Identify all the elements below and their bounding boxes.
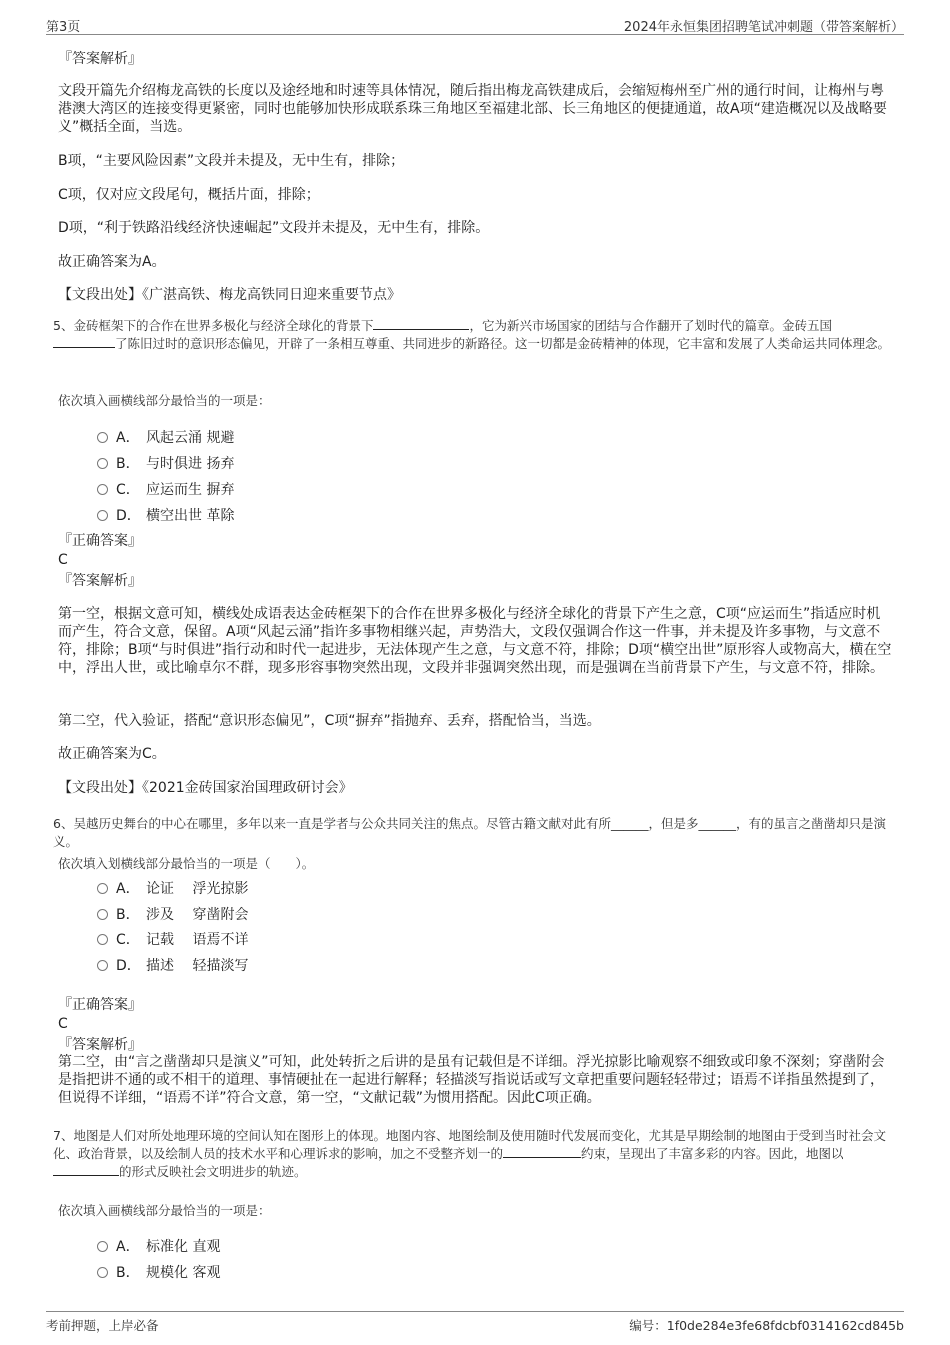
q4-analysis-p1: 文段开篇先介绍梅龙高铁的长度以及途经地和时速等具体情况，随后指出梅龙高铁建成后，会缩短梅州至广州的通行时间，让梅州与粤港澳大湾区的连接变得更紧密，同时也能够加快形成联系珠三角地区至福建北部、长三角地区的便捷通道，故A项“建造概况以及战略要义”概括全面，当选。 bbox=[58, 83, 887, 135]
q5-analysis-p2: 第二空，代入验证，搭配“意识形态偏见”，C项“摒弃”指抛弃、丢弃，搭配恰当，当选。 bbox=[58, 713, 601, 729]
q4-analysis-label: 『答案解析』 bbox=[58, 51, 142, 67]
q6-option-a[interactable]: A． 论证 浮光掠影 bbox=[97, 878, 248, 898]
q4-analysis-p4: D项，“利于铁路沿线经济快速崛起”文段并未提及，无中生有，排除。 bbox=[58, 220, 490, 236]
radio-icon[interactable] bbox=[97, 1267, 108, 1278]
blank-line bbox=[53, 335, 115, 348]
q6-prompt: 依次填入划横线部分最恰当的一项是（ ）。 bbox=[58, 856, 315, 871]
q4-source: 【文段出处】《广湛高铁、梅龙高铁同日迎来重要节点》 bbox=[58, 287, 401, 303]
footer-slogan: 考前押题，上岸必备 bbox=[46, 1318, 159, 1333]
q6-stem: 6、吴越历史舞台的中心在哪里，多年以来一直是学者与公众共同关注的焦点。尽管古籍文献对此有所______，但是多______，有的虽言之凿凿却只是演义。 bbox=[53, 816, 886, 849]
q7-option-b[interactable]: B． 规模化 客观 bbox=[97, 1262, 220, 1282]
q4-analysis-p2: B项，“主要风险因素”文段并未提及，无中生有，排除； bbox=[58, 153, 405, 169]
q5-source: 【文段出处】《2021金砖国家治国理政研讨会》 bbox=[58, 780, 353, 796]
q5-option-a[interactable]: A． 风起云涌 规避 bbox=[97, 427, 234, 447]
q6-analysis-p1: 第二空，由“言之凿凿却只是演义”可知，此处转折之后讲的是虽有记载但是不详细。浮光掠影比喻观察不细致或印象不深刻；穿凿附会是指把讲不通的或不相干的道理、事情硬扯在一起进行解释；轻描淡写指说话或写文章把重要问题轻轻带过；语焉不详指虽然提到了，但说得不详细，“语焉不详”符合文意，第一空，“文献记载”为惯用搭配。因此C项正确。 bbox=[58, 1054, 885, 1106]
q7-stem: 7、地图是人们对所处地理环境的空间认知在图形上的体现。地图内容、地图绘制及使用随时代发展而变化，尤其是早期绘制的地图由于受到当时社会文化、政治背景，以及绘制人员的技术水平和心理诉求的影响，加之不受整齐划一的 约束，呈现出了丰富多彩的内容。因此，地图以的形式反映社会文明进步的轨迹。 bbox=[53, 1128, 886, 1179]
radio-icon[interactable] bbox=[97, 510, 108, 521]
q6-option-d[interactable]: D． 描述 轻描淡写 bbox=[97, 955, 248, 975]
q6-correct-label: 『正确答案』 bbox=[58, 997, 142, 1013]
q7-prompt: 依次填入画横线部分最恰当的一项是： bbox=[58, 1203, 271, 1218]
radio-icon[interactable] bbox=[97, 458, 108, 469]
blank-line bbox=[53, 1163, 119, 1176]
page-number: 第3页 bbox=[46, 20, 81, 35]
document-code: 编号：1f0de284e3fe68fdcbf0314162cd845b bbox=[629, 1318, 904, 1333]
radio-icon[interactable] bbox=[97, 934, 108, 945]
radio-icon[interactable] bbox=[97, 432, 108, 443]
blank-line bbox=[373, 317, 469, 330]
page-header bbox=[46, 14, 904, 35]
q5-option-d[interactable]: D． 横空出世 革除 bbox=[97, 505, 234, 525]
q5-option-c[interactable]: C． 应运而生 摒弃 bbox=[97, 479, 234, 499]
q6-option-b[interactable]: B． 涉及 穿凿附会 bbox=[97, 904, 248, 924]
radio-icon[interactable] bbox=[97, 883, 108, 894]
q7-option-a[interactable]: A． 标准化 直观 bbox=[97, 1236, 220, 1256]
q5-analysis-label: 『答案解析』 bbox=[58, 573, 142, 589]
q5-correct-label: 『正确答案』 bbox=[58, 533, 142, 549]
blank-line bbox=[503, 1145, 581, 1158]
q6-analysis-label: 『答案解析』 bbox=[58, 1037, 142, 1053]
q5-prompt: 依次填入画横线部分最恰当的一项是： bbox=[58, 393, 271, 408]
q5-analysis-p1: 第一空，根据文意可知，横线处成语表达金砖框架下的合作在世界多极化与经济全球化的背景下产生之意，C项“应运而生”指适应时机而产生，符合文意，保留。A项“风起云涌”指许多事物相继兴起，声势浩大，文段仅强调合作这一件事，并未提及许多事物，与文意不符，排除；B项“与时俱进”指行动和时代一起进步，无法体现产生之意，与文意不符，排除；D项“横空出世”原形容人或物高大，横在空中，浮出人世，或比喻卓尔不群，现多形容事物突然出现，文段并非强调突然出现，而是强调在当前背景下产生，与文意不符，排除。 bbox=[58, 606, 892, 676]
q6-correct-answer: C bbox=[58, 1016, 68, 1032]
q4-answer: 故正确答案为A。 bbox=[58, 254, 166, 270]
q5-answer: 故正确答案为C。 bbox=[58, 746, 166, 762]
radio-icon[interactable] bbox=[97, 484, 108, 495]
radio-icon[interactable] bbox=[97, 1241, 108, 1252]
q4-analysis-p3: C项，仅对应文段尾句，概括片面，排除； bbox=[58, 187, 320, 203]
q5-stem: 5、金砖框架下的合作在世界多极化与经济全球化的背景下 ，它为新兴市场国家的团结与合作翻开了划时代的篇章。金砖五国了陈旧过时的意识形态偏见，开辟了一条相互尊重、共同进步的新路径。这一切都是金砖精神的体现，它丰富和发展了人类命运共同体理念。 bbox=[53, 318, 891, 351]
document-title: 2024年永恒集团招聘笔试冲刺题（带答案解析） bbox=[623, 20, 904, 35]
q6-option-c[interactable]: C． 记载 语焉不详 bbox=[97, 929, 248, 949]
q5-option-b[interactable]: B． 与时俱进 扬弃 bbox=[97, 453, 234, 473]
q5-correct-answer: C bbox=[58, 552, 68, 568]
radio-icon[interactable] bbox=[97, 960, 108, 971]
radio-icon[interactable] bbox=[97, 909, 108, 920]
page-footer bbox=[46, 1311, 904, 1334]
